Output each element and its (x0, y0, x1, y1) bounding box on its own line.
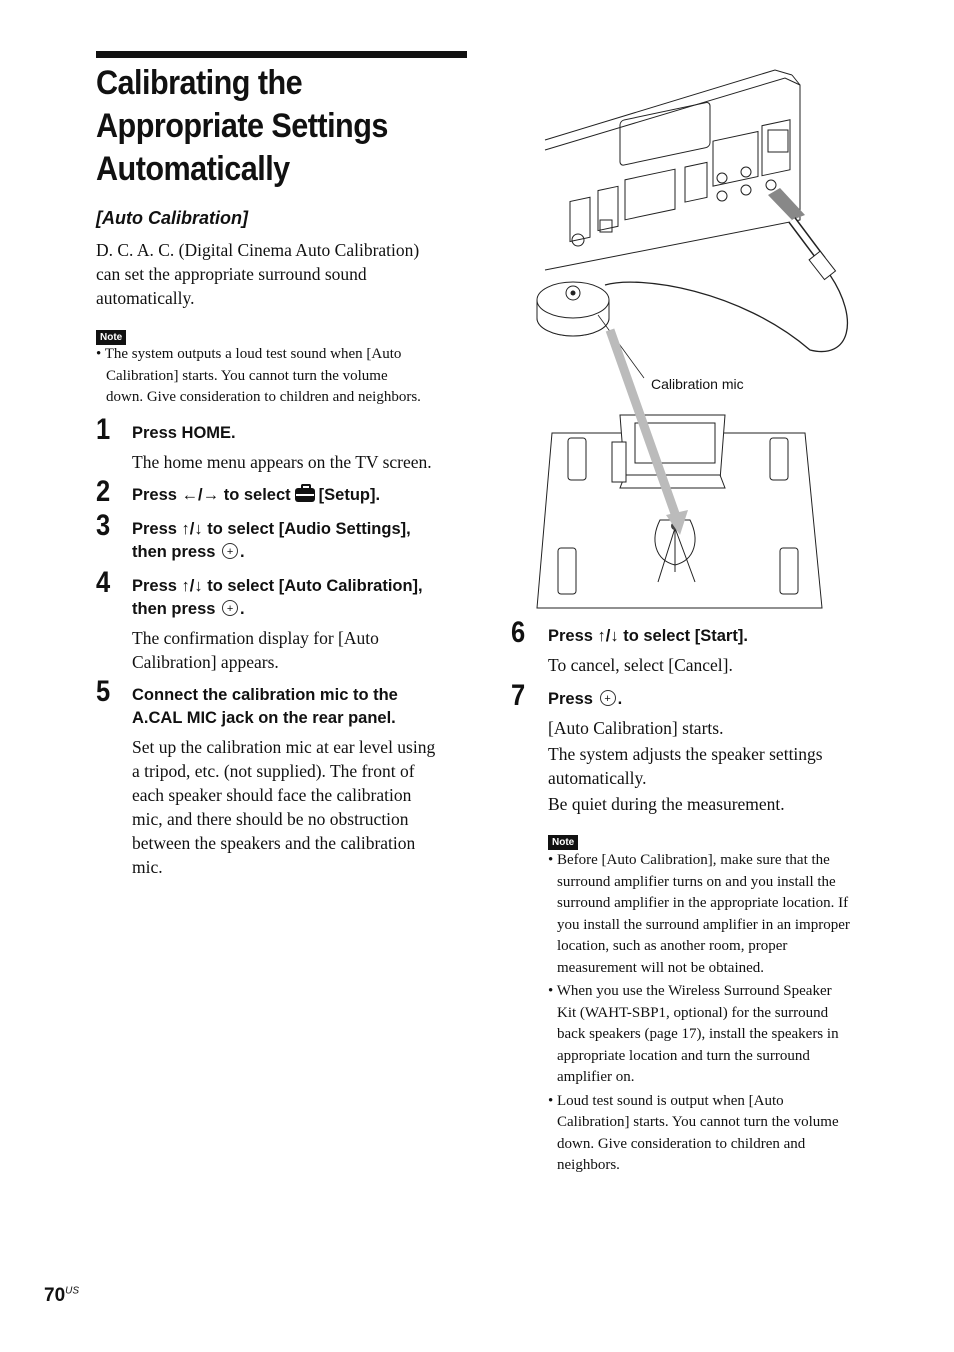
step-number: 5 (96, 675, 111, 708)
enter-button-icon (222, 600, 238, 616)
step-number: 7 (511, 679, 526, 712)
section-subtitle: [Auto Calibration] (96, 208, 248, 228)
room-floor-drawing (537, 415, 822, 608)
step-number: 4 (96, 566, 111, 599)
step-body: [Auto Calibration] starts. The system adjusts the speaker settings automatically. Be quiet during the measurement. (548, 718, 823, 814)
step-number: 1 (96, 413, 111, 446)
mic-cable (605, 275, 847, 352)
enter-button-icon (222, 543, 238, 559)
step-heading: Press ←/→ to select [Setup]. (132, 486, 381, 504)
calibration-setup-illustration (530, 60, 880, 615)
step-heading: Press HOME. (132, 424, 236, 442)
note-2 (548, 850, 888, 1177)
step-body: The confirmation display for [Auto Calibration] appears. (132, 628, 379, 672)
note-bullet: • Before [Auto Calibration], make sure that the surround amplifier turns on and you install the surround amplifier in the appropriate location. If you install the surround amplifier in an improper location, such as another room, proper measurement will not be obtained. (548, 852, 850, 976)
step-heading: Press ↑/↓ to select [Audio Settings], then press + . (132, 518, 411, 564)
rear-panel-drawing (545, 70, 800, 270)
title-line: Calibrating the (96, 64, 303, 102)
step-number: 6 (511, 616, 526, 649)
enter-button-icon (600, 690, 616, 706)
step-heading: Connect the calibration mic to the A.CAL MIC jack on the rear panel. (132, 686, 398, 727)
title-line: Automatically (96, 150, 290, 188)
step-heading: Press + . (548, 688, 622, 711)
step-number: 3 (96, 509, 111, 542)
calibration-mic-callout: Calibration mic (651, 376, 744, 392)
step-heading: Press ↑/↓ to select [Auto Calibration], then press + . (132, 575, 423, 621)
step-number: 2 (96, 475, 111, 508)
mic-plug (792, 220, 836, 280)
page-number: $70^{US}$ (44, 1285, 80, 1306)
note-label-2: Note (548, 832, 578, 850)
note-label-1: Note (96, 327, 126, 345)
title-line: Appropriate Settings (96, 107, 388, 145)
note-bullet: • When you use the Wireless Surround Speaker Kit (WAHT-SBP1, optional) for the surround back speakers (page 17), install the speakers in appropriate location and turn the surround amplifier on. (548, 983, 839, 1085)
note-1: • The system outputs a loud test sound when [Auto Calibration] starts. You cannot turn the volume down. Give consideration to children and neighbors. (96, 346, 421, 405)
page-title (96, 62, 438, 191)
title-rule (96, 51, 467, 58)
intro-paragraph: D. C. A. C. (Digital Cinema Auto Calibration) can set the appropriate surround sound automatically. (96, 240, 420, 308)
calibration-mic-icon (537, 282, 609, 336)
insert-arrow-icon (768, 188, 805, 220)
toolbox-setup-icon (295, 488, 315, 502)
step-heading: Press ↑/↓ to select [Start]. (548, 627, 748, 645)
step-body: Set up the calibration mic at ear level using a tripod, etc. (not supplied). The front of each speaker should face the calibration mic, and there should be no obstruction between the speakers and the calibration mic. (132, 737, 436, 877)
step-body: To cancel, select [Cancel]. (548, 655, 733, 675)
step-body: The home menu appears on the TV screen. (132, 452, 432, 472)
note-bullet: • Loud test sound is output when [Auto Calibration] starts. You cannot turn the volume down. Give consideration to children and neighbors. (548, 1092, 839, 1173)
